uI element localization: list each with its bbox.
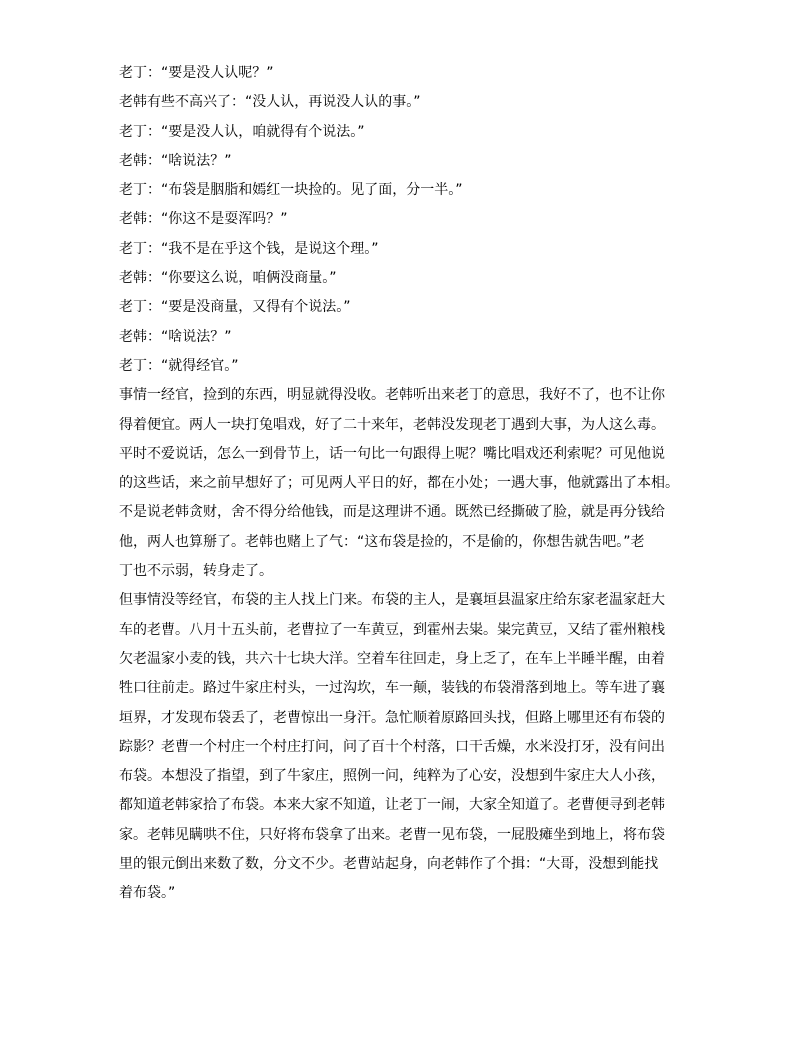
- text-line: 老丁：“我不是在乎这个钱，是说这个理。”: [119, 240, 379, 257]
- text-line: 平时不爱说话，怎么一到骨节上，话一句比一句跟得上呢？嘴比唱戏还利索呢？可见他说: [119, 445, 665, 462]
- text-line: 老韩：“啥说法？”: [119, 328, 232, 345]
- text-line: 踪影？老曹一个村庄一个村庄打问，问了百十个村落，口干舌燥，水米没打牙，没有问出: [119, 738, 665, 755]
- text-line: 但事情没等经官，布袋的主人找上门来。布袋的主人，是襄垣县温家庄给东家老温家赶大: [119, 592, 665, 609]
- text-line: 老丁：“要是没商量，又得有个说法。”: [119, 299, 351, 316]
- text-line: 着布袋。”: [119, 885, 176, 902]
- text-line: 垣界，才发现布袋丢了，老曹惊出一身汗。急忙顺着原路回头找，但路上哪里还有布袋的: [119, 709, 665, 726]
- text-line: 老韩：“你要这么说，咱俩没商量。”: [119, 270, 337, 287]
- text-line: 他，两人也算掰了。老韩也赌上了气：“这布袋是捡的，不是偷的，你想吿就吿吧。”老: [119, 533, 645, 550]
- text-line: 老韩：“你这不是耍浑吗？”: [119, 211, 288, 228]
- text-line: 得着便宜。两人一块打兔唱戏，好了二十来年，老韩没发现老丁遇到大事，为人这么毒。: [119, 416, 665, 433]
- text-line: 欠老温家小麦的钱，共六十七块大洋。空着车往回走，身上乏了，在车上半睡半醒，由着: [119, 650, 665, 667]
- text-line: 里的银元倒出来数了数，分文不少。老曹站起身，向老韩作了个揖：“大哥，没想到能找: [119, 856, 659, 873]
- text-line: 老丁：“要是没人认，咱就得有个说法。”: [119, 123, 365, 140]
- document-body: [119, 59, 679, 909]
- text-line: 车的老曹。八月十五头前，老曹拉了一车黄豆，到霍州去粜。粜完黄豆，又结了霍州粮栈: [119, 621, 665, 638]
- text-line: 老丁：“布袋是胭脂和嫣红一块捡的。见了面，分一半。”: [119, 182, 463, 199]
- text-line: 布袋。本想没了指望，到了牛家庄，照例一问，纯粹为了心安，没想到牛家庄大人小孩，: [119, 768, 665, 785]
- text-line: 老韩有些不高兴了：“没人认，再说没人认的事。”: [119, 94, 421, 111]
- text-line: 不是说老韩贪财，舍不得分给他钱，而是这理讲不通。既然已经撕破了脸，就是再分钱给: [119, 504, 665, 521]
- text-line: 都知道老韩家拾了布袋。本来大家不知道，让老丁一闹，大家全知道了。老曹便寻到老韩: [119, 797, 665, 814]
- text-line: 老韩：“啥说法？”: [119, 152, 232, 169]
- text-line: 牲口往前走。路过牛家庄村头，一过沟坎，车一颠，装钱的布袋滑落到地上。等车进了襄: [119, 680, 665, 697]
- text-line: 家。老韩见瞒哄不住，只好将布袋拿了出来。老曹一见布袋，一屁股瘫坐到地上，将布袋: [119, 826, 665, 843]
- text-line: 老丁：“要是没人认呢？”: [119, 65, 274, 81]
- text-line: 的这些话，来之前早想好了；可见两人平日的好，都在小处；一遇大事，他就露出了本相。: [119, 475, 679, 492]
- text-line: 丁也不示弱，转身走了。: [119, 563, 273, 580]
- text-line: 事情一经官，捡到的东西，明显就得没收。老韩听出来老丁的意思，我好不了，也不让你: [119, 387, 665, 404]
- text-line: 老丁：“就得经官。”: [119, 357, 239, 374]
